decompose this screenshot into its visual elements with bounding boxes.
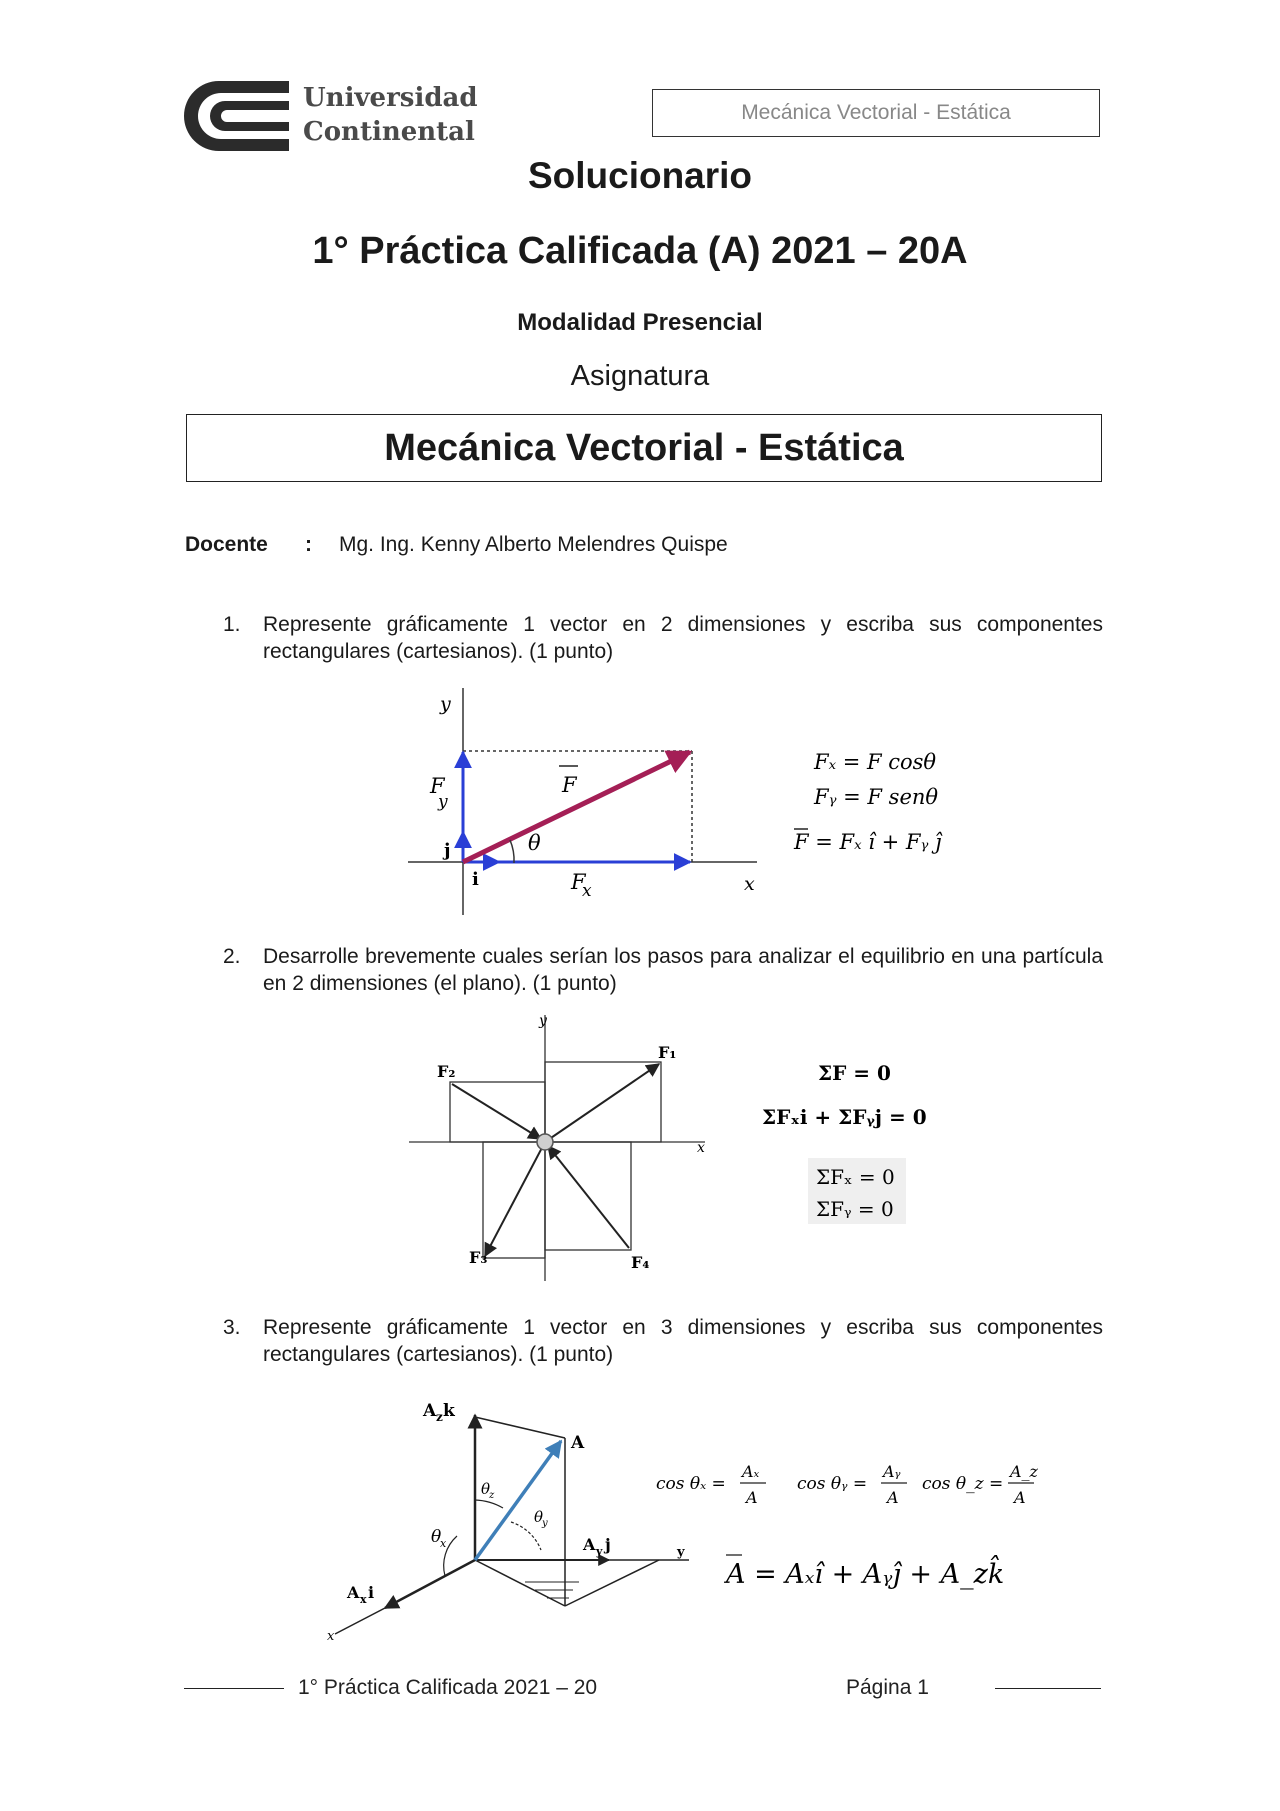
question-text: Desarrolle brevemente cuales serían los pasos para analizar el equilibrio en una partícula en 2 dimensiones (el plano). (1 punto) xyxy=(263,945,1103,995)
question-text: Represente gráficamente 1 vector en 2 dimensiones y escriba sus componentes rectangulares (cartesianos). (1 punto) xyxy=(263,613,1103,663)
fy-subscript: y xyxy=(438,792,448,812)
theta-z-label: θ xyxy=(481,1480,491,1498)
question-3 xyxy=(223,1314,1103,1368)
axi-label: A xyxy=(347,1583,360,1602)
theta-z-arc xyxy=(475,1500,503,1508)
eq-fy: Fᵧ = F senθ xyxy=(814,785,939,809)
eq-f-vector: F = Fₓ î + Fᵧ ĵ xyxy=(794,830,942,854)
header-course-box: Mecánica Vectorial - Estática xyxy=(652,89,1100,137)
eq-cos-z-num: A_z xyxy=(1010,1462,1038,1481)
ayj-label: A xyxy=(583,1535,596,1554)
base-diagonal xyxy=(475,1560,565,1606)
azk-unit: k xyxy=(443,1401,455,1421)
figure-2d-equations xyxy=(790,745,970,870)
figure-3d-equations xyxy=(650,1445,1045,1610)
y-axis-label: y xyxy=(539,1013,547,1029)
force-f4-arrow xyxy=(548,1146,629,1248)
logo-text xyxy=(303,81,478,149)
question-text: Represente gráficamente 1 vector en 3 dimensiones y escriba sus componentes rectangulares (cartesianos). (1 punto) xyxy=(263,1316,1103,1366)
theta-y-label: θ xyxy=(534,1508,544,1526)
axi-subscript: x xyxy=(360,1593,367,1606)
theta-z-subscript: z xyxy=(489,1490,495,1501)
eq-cos-z-den: A xyxy=(1014,1488,1026,1507)
vector-a-arrow xyxy=(475,1441,561,1560)
eq-cos-x-den: A xyxy=(746,1488,758,1507)
top-edge xyxy=(475,1417,565,1438)
ayj-unit: j xyxy=(605,1535,611,1554)
j-label: j xyxy=(444,840,451,861)
question-2 xyxy=(223,943,1103,997)
x-axis-label: x xyxy=(744,873,755,895)
eq-sum-components: ΣFₓi + ΣFᵧj = 0 xyxy=(762,1105,927,1129)
vector-a-label: A xyxy=(571,1433,585,1453)
eq-cos-x-num: Aₓ xyxy=(742,1462,760,1481)
eq-cos-x-label: cos θₓ = xyxy=(656,1474,726,1494)
f3-label: F₃ xyxy=(469,1248,488,1267)
eq-cos-y-den: A xyxy=(887,1488,899,1507)
theta-y-arc xyxy=(511,1522,541,1550)
force-f2-arrow xyxy=(452,1084,541,1139)
i-label: i xyxy=(472,869,479,890)
f2-label: F₂ xyxy=(437,1062,456,1081)
logo-line-1: Universidad xyxy=(303,83,478,113)
f-label: F xyxy=(562,773,577,797)
eq-sum-fx: ΣFₓ = 0 xyxy=(816,1165,895,1189)
footer-rule-right xyxy=(995,1688,1101,1689)
f4-label: F₄ xyxy=(631,1253,650,1272)
fx-subscript: x xyxy=(582,881,592,901)
ax-component-arrow xyxy=(385,1560,475,1608)
title-modalidad: Modalidad Presencial xyxy=(517,309,763,336)
ayj-subscript: y xyxy=(596,1545,603,1558)
axi-unit: i xyxy=(368,1583,375,1602)
y-axis-label: y xyxy=(677,1545,685,1560)
question-number: 2. xyxy=(223,945,241,968)
fx-label: F xyxy=(571,870,586,894)
figure-equilibrium-equations xyxy=(750,1050,980,1230)
page-footer xyxy=(0,1676,1280,1716)
university-logo xyxy=(183,77,478,155)
title-practica: 1° Práctica Calificada (A) 2021 – 20A xyxy=(312,230,968,272)
force-f3-arrow xyxy=(485,1142,545,1256)
footer-title: 1° Práctica Calificada 2021 – 20 xyxy=(298,1676,598,1699)
figure-particle-equilibrium xyxy=(405,1005,715,1285)
theta-label: θ xyxy=(528,831,541,855)
footer-rule-left xyxy=(184,1688,284,1689)
question-1 xyxy=(223,611,1103,665)
eq-cos-z-label: cos θ_z = xyxy=(922,1474,1004,1494)
theta-x-subscript: x xyxy=(440,1537,447,1550)
subject-box: Mecánica Vectorial - Estática xyxy=(186,414,1102,482)
particle xyxy=(537,1134,553,1150)
question-number: 1. xyxy=(223,613,241,636)
eq-fx: Fₓ = F cosθ xyxy=(814,750,937,774)
x-axis-label: x xyxy=(697,1140,705,1156)
university-logo-icon xyxy=(183,77,293,155)
eq-vector-a: A = Aₓî + Aᵧĵ + A_zk̂ xyxy=(726,1559,1005,1590)
title-asignatura: Asignatura xyxy=(570,360,710,392)
title-solucionario: Solucionario xyxy=(527,155,753,196)
docente-line xyxy=(185,533,728,557)
question-number: 3. xyxy=(223,1316,241,1339)
theta-x-label: θ xyxy=(431,1527,442,1547)
eq-cos-y-label: cos θᵧ = xyxy=(797,1474,868,1494)
docente-name: Mg. Ing. Kenny Alberto Melendres Quispe xyxy=(339,533,728,556)
eq-sum-fy: ΣFᵧ = 0 xyxy=(816,1197,894,1221)
azk-label: A xyxy=(423,1401,437,1421)
x-axis-line xyxy=(335,1608,385,1634)
figure-3d-vector xyxy=(315,1390,695,1645)
figure-2d-vector xyxy=(400,680,820,916)
theta-y-subscript: y xyxy=(542,1518,548,1529)
force-vector-arrow xyxy=(463,752,690,862)
logo-line-2: Continental xyxy=(303,117,475,147)
docente-label: Docente xyxy=(185,533,268,556)
fy-label: F xyxy=(430,774,445,798)
theta-arc xyxy=(510,840,514,863)
docente-colon: : xyxy=(305,533,312,556)
f1-label: F₁ xyxy=(658,1043,677,1062)
footer-page-number: Página 1 xyxy=(846,1676,929,1699)
eq-cos-y-num: Aᵧ xyxy=(883,1462,901,1481)
x-axis-label: x xyxy=(327,1629,335,1644)
eq-sum-f: ΣF = 0 xyxy=(818,1061,891,1085)
base-edge-right xyxy=(565,1560,659,1606)
azk-subscript: z xyxy=(436,1410,443,1424)
force-f1-arrow xyxy=(545,1064,659,1142)
y-axis-label: y xyxy=(440,693,451,715)
